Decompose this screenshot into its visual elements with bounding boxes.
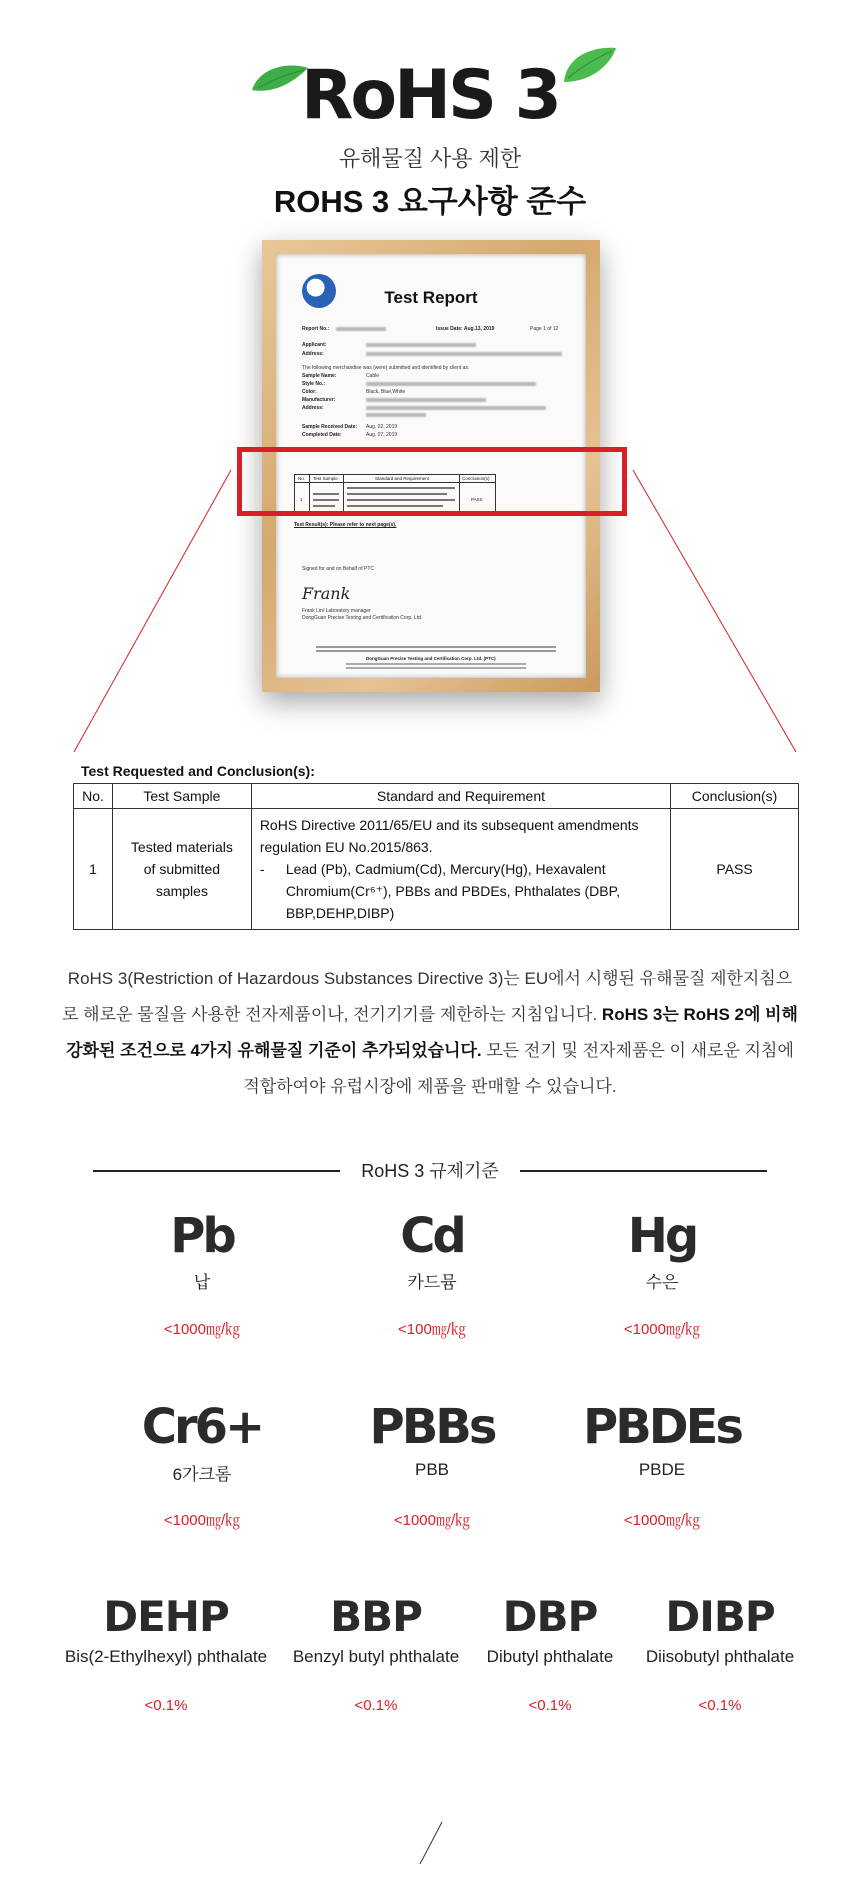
substance-symbol: DBP xyxy=(502,1592,598,1641)
section-title: RoHS 3 규제기준 xyxy=(361,1161,499,1181)
table-cell-conclusion: PASS xyxy=(671,809,799,930)
doc-table-cell: No. xyxy=(298,476,306,481)
substance-limit: <1000㎎/㎏ xyxy=(623,1512,701,1529)
doc-field-label: Color: xyxy=(302,389,317,395)
table-header: Standard and Requirement xyxy=(251,784,670,809)
substance-name: 수은 xyxy=(645,1273,679,1292)
doc-field-value: Cable xyxy=(366,373,380,379)
standard-dash: - xyxy=(259,861,265,877)
table-cell-standard xyxy=(251,809,670,930)
substance-limit: <0.1% xyxy=(144,1697,188,1714)
substance-limit: <1000㎎/㎏ xyxy=(393,1512,471,1529)
zoom-table-heading: Test Requested and Conclusion(s): xyxy=(81,763,315,779)
description-text: 모든 전기 및 전자제품은 이 새로운 지침에 적합하여야 유럽시장에 제품을 판매할 수 있습니다. xyxy=(243,1041,794,1096)
doc-footer-company: DongGuan Precise Testing and Certification Corp. Ltd. (PTC) xyxy=(366,656,496,661)
doc-field-label: Address: xyxy=(302,351,324,357)
standard-text: RoHS Directive 2011/65/EU and its subsequent amendments regulation EU No.2015/863. xyxy=(259,817,639,855)
substance-limit: <1000㎎/㎏ xyxy=(623,1321,701,1338)
substance-name: 납 xyxy=(193,1273,211,1292)
substance-name: Diisobutyl phthalate xyxy=(645,1647,795,1666)
doc-page: Page 1 of 12 xyxy=(530,326,559,332)
doc-field-label: Completed Date: xyxy=(302,432,342,438)
substance-name: PBDE xyxy=(638,1460,686,1479)
doc-table-cell: PASS xyxy=(471,497,483,502)
substance-name: Bis(2-Ethylhexyl) phthalate xyxy=(64,1647,268,1666)
doc-company: DongGuan Precise Testing and Certification Corp. Ltd. xyxy=(302,615,423,621)
conclusion-table xyxy=(73,783,799,930)
doc-field-label: The following merchandise was (were) submitted and identified by client as: xyxy=(302,365,470,371)
standard-substances: Lead (Pb), Cadmium(Cd), Mercury(Hg), Hexavalent Chromium(Cr⁶⁺), PBBs and PBDEs, Phthalates (DBP, BBP,DEHP,DIBP) xyxy=(285,861,621,921)
doc-field-value: Black, Blue,White xyxy=(366,389,406,395)
table-header: No. xyxy=(74,784,113,809)
substance-name: Benzyl butyl phthalate xyxy=(292,1647,460,1666)
slash-divider-icon xyxy=(418,1820,444,1866)
substance-symbol: Cd xyxy=(400,1208,464,1264)
substance-limit: <0.1% xyxy=(354,1697,398,1714)
doc-signature: Frank xyxy=(302,584,351,603)
substance-limit: <1000㎎/㎏ xyxy=(163,1512,241,1529)
doc-field-label: Style No.: xyxy=(302,381,326,387)
doc-field-value: Aug. 02, 2019 xyxy=(366,424,398,430)
substance-name: PBB xyxy=(414,1460,450,1479)
table-row xyxy=(74,809,799,930)
doc-field-label: Address: xyxy=(302,405,324,411)
substance-name: 6가크롬 xyxy=(172,1465,232,1484)
table-header: Conclusion(s) xyxy=(671,784,799,809)
page-subtitle: 유해물질 사용 제한 xyxy=(338,146,522,171)
doc-report-no: Report No.: xyxy=(302,326,330,332)
substance-symbol: PBBs xyxy=(369,1399,495,1455)
substance-limit: <0.1% xyxy=(698,1697,742,1714)
doc-table-cell: 1 xyxy=(300,497,303,502)
doc-field-label: Sample Received Date: xyxy=(302,424,358,430)
table-cell-no: 1 xyxy=(74,809,113,930)
substance-name: 카드뮴 xyxy=(407,1273,457,1292)
doc-table-cell: Conclusion(s) xyxy=(462,476,490,481)
doc-results-note: Test Result(s): Please refer to next page(s). xyxy=(294,522,397,528)
substance-symbol: DIBP xyxy=(665,1592,775,1641)
doc-field-label: Manufacturer: xyxy=(302,397,336,403)
substance-limit: <0.1% xyxy=(528,1697,572,1714)
substance-symbol: Cr6+ xyxy=(141,1399,263,1455)
table-header: Test Sample xyxy=(112,784,251,809)
substance-symbol: PBDEs xyxy=(583,1399,741,1455)
substance-symbol: DEHP xyxy=(103,1592,229,1641)
substance-limit: <100㎎/㎏ xyxy=(398,1321,466,1338)
page-title: ROHS 3 요구사항 준수 xyxy=(273,184,587,219)
doc-field-value: Aug. 07, 2019 xyxy=(366,432,398,438)
rohs3-logo: RoHS 3 xyxy=(301,56,559,135)
doc-table-cell: Test Sample xyxy=(313,476,338,481)
section-divider-left xyxy=(93,1170,340,1172)
table-cell-sample: Tested materials of submitted samples xyxy=(112,809,251,930)
zoom-connector-lines xyxy=(0,0,860,800)
doc-issue-date: Issue Date: Aug.13, 2019 xyxy=(436,326,495,332)
substance-symbol: BBP xyxy=(330,1592,422,1641)
description-bold-text: RoHS 3는 RoHS 2에 비해 강화된 조건으로 4가지 유해물질 기준이 추가되었습니다. xyxy=(66,1005,798,1060)
substance-symbol: Hg xyxy=(627,1208,697,1264)
doc-table-cell: Standard and Requirement xyxy=(375,476,430,481)
doc-signer: Frank Lin/ Laboratory manager xyxy=(302,608,371,614)
doc-title: Test Report xyxy=(384,288,478,307)
description-paragraph xyxy=(60,961,800,1105)
substance-limit: <1000㎎/㎏ xyxy=(163,1321,241,1338)
section-divider-right xyxy=(520,1170,767,1172)
doc-signed: Signed for and on Behalf of PTC xyxy=(302,566,374,572)
doc-field-label: Sample Name: xyxy=(302,373,337,379)
substance-name: Dibutyl phthalate xyxy=(486,1647,614,1666)
doc-field-label: Applicant: xyxy=(302,342,327,348)
description-text: RoHS 3(Restriction of Hazardous Substances Directive 3)는 EU에서 시행된 유해물질 제한지침으로 해로운 물질을 사용한 전자제품이나, 전기기기를 제한하는 지침입니다. xyxy=(62,969,793,1024)
substance-symbol: Pb xyxy=(170,1208,234,1264)
